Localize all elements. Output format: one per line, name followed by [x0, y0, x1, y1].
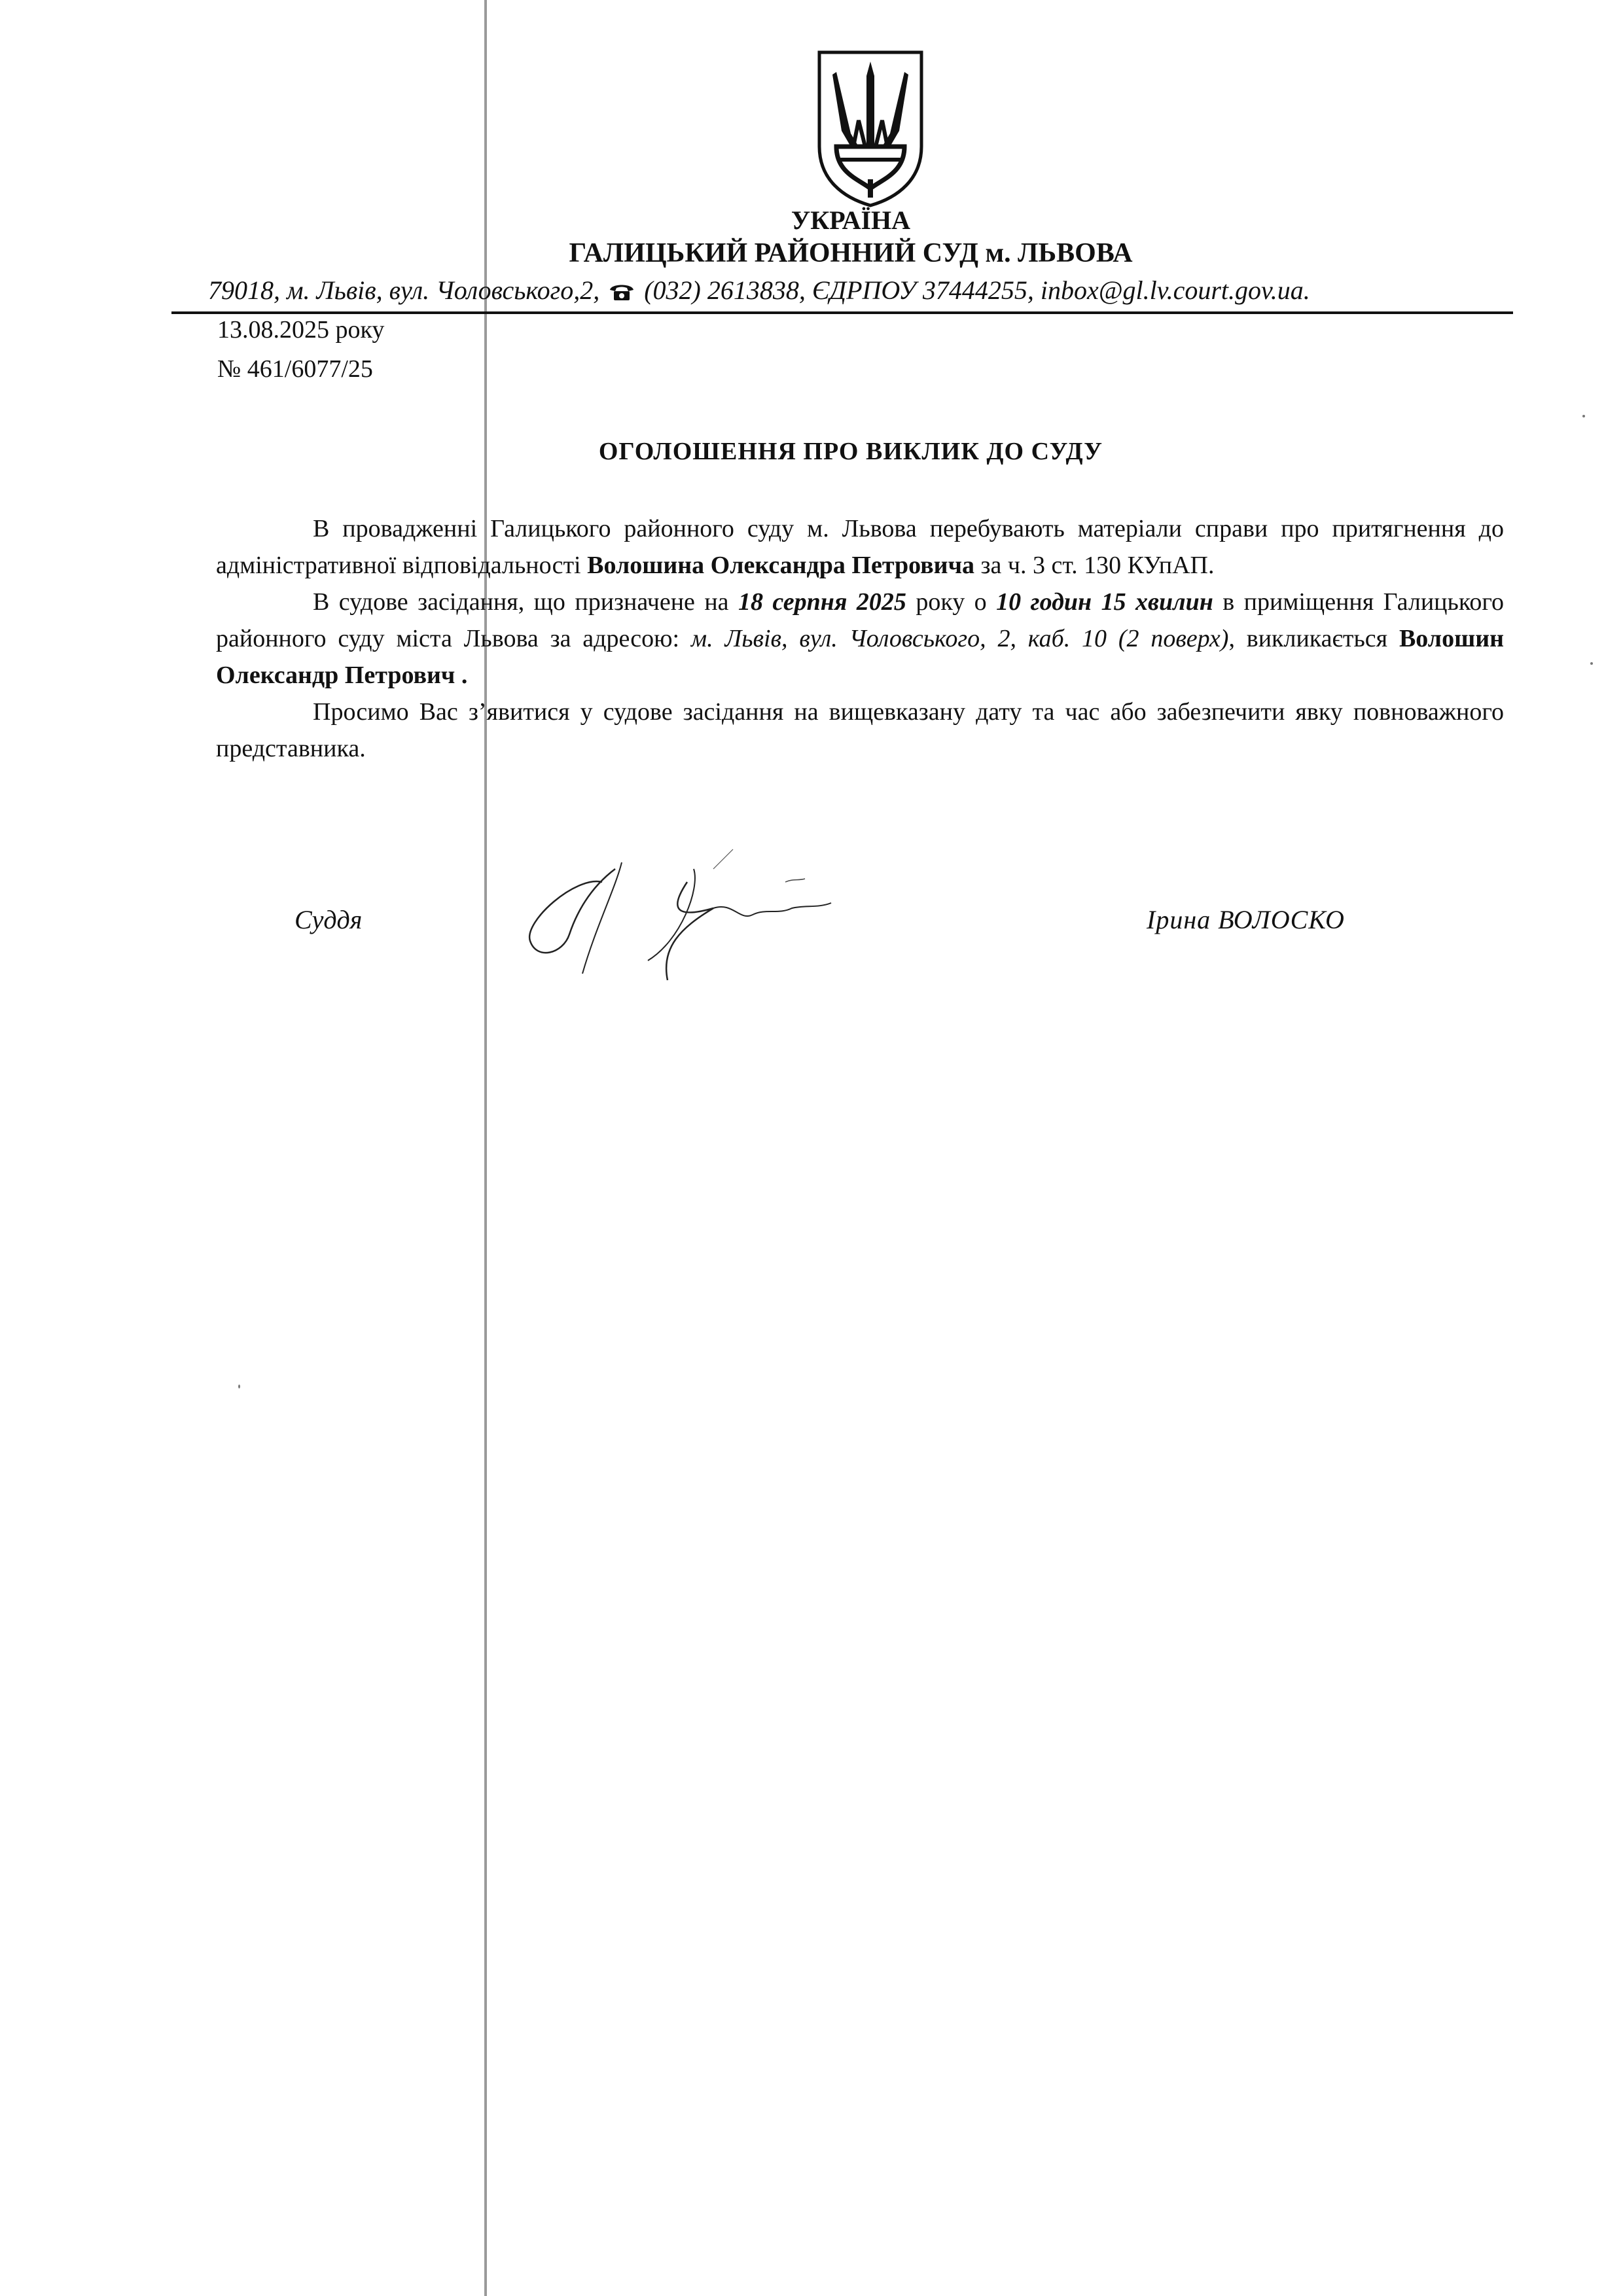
- defendant-name-genitive: Волошина Олександра Петровича: [587, 552, 975, 579]
- handwritten-signature: [517, 843, 870, 993]
- court-phone: (032) 2613838,: [644, 275, 806, 305]
- court-edrpou: ЄДРПОУ 37444255,: [812, 275, 1034, 305]
- hearing-time: 10 годин 15 хвилин: [996, 588, 1213, 616]
- notice-body: [216, 510, 1504, 767]
- court-email[interactable]: inbox@gl.lv.court.gov.ua.: [1040, 275, 1310, 305]
- telephone-icon: [609, 282, 635, 302]
- document-title: ОГОЛОШЕННЯ ПРО ВИКЛИК ДО СУДУ: [598, 438, 1103, 465]
- scan-speck: [1582, 415, 1585, 417]
- scan-speck: [1590, 662, 1593, 665]
- paragraph-case: В провадженні Галицького районного суду м. Львова перебувають матеріали справи про притягнення до адміністративної відповідальності Волошина Олександра Петровича за ч. 3 ст. 130 КУпАП.: [216, 515, 1504, 579]
- hearing-address: м. Львів, вул. Чоловського, 2, каб. 10 (2 поверх): [690, 625, 1229, 652]
- scan-speck: [238, 1385, 240, 1388]
- signatory-role: Суддя: [294, 905, 363, 934]
- paragraph-hearing: В судове засідання, що призначене на 18 серпня 2025 року о 10 годин 15 хвилин в приміщення Галицького районного суду міста Львова за адресою: м. Львів, вул. Чоловського, 2, каб. 10 (2 поверх), викликається Волошин Олександр Петрович .: [216, 588, 1505, 689]
- country-heading: УКРАЇНА: [791, 205, 911, 235]
- paragraph-request: Просимо Вас з’явитися у судове засідання на вищевказану дату та час або забезпечити явку повноважного представника.: [216, 698, 1504, 762]
- document-date: 13.08.2025 року: [217, 316, 385, 344]
- signatory-name: Ірина ВОЛОСКО: [1147, 905, 1345, 934]
- tryzub-coat-of-arms-icon: [813, 48, 928, 208]
- court-address: 79018, м. Львів, вул. Чоловського,2,: [208, 275, 600, 305]
- defendant-name: Волошин Олександр Петрович .: [216, 625, 1504, 689]
- court-contacts: [208, 274, 1491, 308]
- hearing-date: 18 серпня 2025: [738, 588, 906, 616]
- court-heading: ГАЛИЦЬКИЙ РАЙОННИЙ СУД м. ЛЬВОВА: [569, 238, 1133, 268]
- case-number: № 461/6077/25: [217, 355, 373, 383]
- scan-artifact-line: [484, 0, 487, 2296]
